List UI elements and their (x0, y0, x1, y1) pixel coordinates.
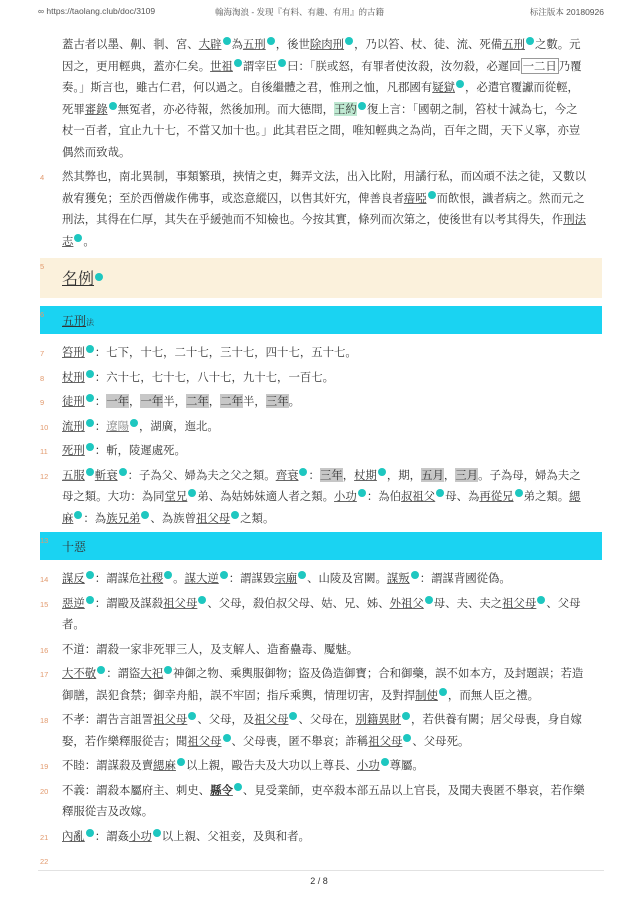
paragraph-number: 7 (40, 349, 45, 358)
annotation-icon[interactable] (86, 394, 94, 402)
term-link[interactable]: 祖父母 (187, 733, 222, 748)
highlighted-name[interactable]: 王約 (334, 101, 357, 116)
term-link[interactable]: 徒刑 (62, 394, 85, 408)
term-link[interactable]: 緦麻 (62, 489, 581, 525)
annotation-icon[interactable] (223, 37, 231, 45)
term-link[interactable]: 五服 (62, 467, 85, 482)
term-link[interactable]: 制使 (415, 687, 438, 702)
text: 然其弊也，南北異制，事類繁瑣，挾情之吏，舞弄文法，出入比附，用譎行私，而凶頑不法之徒，又數以赦宥獲免；至於西僧歲作佛事，或恣意縱囚，以售其奸宄，俾善良者 (62, 169, 586, 205)
term-link[interactable]: 祖父母 (195, 510, 231, 525)
paragraph-number: 12 (40, 471, 49, 481)
annotation-icon[interactable] (515, 489, 523, 497)
term-link[interactable]: 大不敬 (62, 666, 97, 680)
text: ，乃以笞、杖、徒、流、死備 (354, 37, 503, 51)
item-eni: 15 惡逆 ：謂毆及謀殺祖父母 、父母，殺伯叔父母、姑、兄、姊、外祖父 母、夫、夫之祖父母 、父母者。 (40, 595, 581, 631)
annotation-icon[interactable] (456, 80, 464, 88)
item-zhangxing (40, 367, 602, 389)
paragraph-number: 11 (40, 447, 48, 456)
term-link[interactable]: 謀大逆 (184, 571, 219, 585)
annotation-icon[interactable] (177, 758, 185, 766)
place-link[interactable]: 遼陽 (106, 418, 129, 433)
paragraph-number: 8 (40, 373, 45, 383)
source-url[interactable]: ∞ https://taolang.club/doc/3109 (38, 6, 156, 16)
term-link[interactable]: 祖父母 (153, 712, 188, 726)
annotation-icon[interactable] (267, 37, 275, 45)
subsection-heading-shie (40, 532, 602, 560)
highlighted-term: 二年 (186, 394, 209, 408)
annotation-icon[interactable] (298, 571, 306, 579)
boxed-term: 一二日 (522, 58, 557, 73)
term-link[interactable]: 族兄弟 (106, 510, 141, 525)
annotation-icon[interactable] (86, 345, 94, 353)
annotation-icon[interactable] (537, 596, 545, 604)
item-moufan: 14 謀反 ：謂謀危社稷 。謀大逆 ：謂謀毀宗廟 、山陵及宮闕。謀叛 ：謂謀背國從偽。 (40, 568, 602, 590)
highlighted-term: 二年 (220, 394, 243, 408)
annotation-icon[interactable] (223, 734, 231, 742)
annotation-icon[interactable] (164, 571, 172, 579)
paragraph-number: 14 (40, 575, 49, 584)
term-link[interactable]: 惡逆 (62, 595, 85, 610)
annotation-icon[interactable] (234, 59, 242, 67)
term-link[interactable]: 疑獄 (432, 80, 455, 94)
annotation-icon[interactable] (86, 468, 94, 476)
annotation-icon[interactable] (436, 489, 444, 497)
text: 為 (231, 37, 243, 51)
term-link[interactable]: 杖刑 (62, 369, 85, 384)
annotation-icon[interactable] (130, 419, 138, 427)
paragraph-number: 5 (40, 262, 45, 271)
term-link[interactable]: 笞刑 (62, 345, 85, 359)
version-label: 标注版本 20180926 (529, 7, 604, 17)
term-link[interactable]: 別籍異財 (355, 712, 402, 726)
annotation-icon[interactable] (188, 712, 196, 720)
annotation-icon[interactable] (439, 688, 447, 696)
term-link[interactable]: 斬衰 (94, 467, 118, 482)
annotation-icon[interactable] (345, 37, 353, 45)
page-header (0, 0, 638, 22)
annotation-icon[interactable] (97, 666, 105, 674)
term-link[interactable]: 五刑 (242, 37, 266, 51)
term-link[interactable]: 堂兄 (164, 489, 188, 503)
term-link[interactable]: 大祀 (140, 666, 164, 680)
section-heading-mingli (40, 258, 602, 298)
term-link[interactable]: 審錄 (84, 101, 108, 116)
annotation-icon[interactable] (358, 102, 366, 110)
item-buxiao: 18 不孝：謂告言詛詈祖父母 、父母，及祖父母 、父母在，別籍異財 ，若供養有闕；居父母喪，身自嫁娶，若作樂釋服從吉；聞祖父母 、父母喪，匿不舉哀；詐稱祖父母 、父母死。 (40, 712, 582, 748)
paragraph-number: 17 (40, 670, 49, 679)
term-link[interactable]: 宗廟 (274, 571, 298, 585)
text: ：六十七，七十七，八十七，九十七，一百七。 (94, 369, 335, 384)
annotation-icon[interactable] (109, 102, 117, 110)
term-link[interactable]: 五刑 (502, 37, 525, 51)
term-link[interactable]: 大辟 (198, 37, 222, 51)
paragraph-number: 19 (40, 762, 49, 771)
paragraph-4 (40, 166, 602, 252)
footer-divider (38, 870, 604, 871)
annotation-icon[interactable] (425, 596, 433, 604)
text: 。 (83, 233, 95, 248)
item-neiluan: 21 內亂 ：謂姦小功 以上親、父祖妾，及與和者。 (40, 826, 602, 848)
text: 蓋古者以墨、劓、剕、宮、 (62, 37, 199, 51)
paragraph-number: 6 (40, 310, 45, 319)
term-link[interactable]: 祖父母 (502, 595, 537, 610)
term-link[interactable]: 死刑 (62, 443, 85, 457)
annotation-icon[interactable] (188, 489, 196, 497)
term-link[interactable]: 祖父母 (163, 595, 198, 610)
term-link[interactable]: 叔祖父 (401, 489, 436, 503)
paragraph-number: 9 (40, 398, 45, 407)
term-link[interactable]: 世祖 (210, 58, 233, 73)
paragraph-number: 20 (40, 786, 49, 796)
text: ，必遣官覆讞而從輕，死罪 (62, 80, 579, 116)
text: 謂宰臣 (242, 58, 278, 73)
page-indicator: 2 / 8 (310, 876, 328, 886)
highlighted-term: 三年 (265, 394, 289, 408)
term-link[interactable]: 祖父母 (254, 712, 289, 726)
annotation-icon[interactable] (231, 511, 239, 519)
item-buyi: 20 不義：謂殺本屬府主、刺史、縣令 、見受業師，吏卒殺本部五品以上官長，及聞夫喪匿不舉哀，若作樂釋服從吉及改嫁。 (40, 782, 585, 818)
text: 而飲恨，識者病之。然而元之刑法，其得在仁厚，其失在乎緩弛而不知檢也。今按其實，條列而次第之，使後世有以考其得失，作 (62, 190, 585, 226)
annotation-icon[interactable] (381, 758, 389, 766)
annotation-icon[interactable] (234, 783, 242, 791)
document-body (40, 34, 602, 871)
text: 乃覆奏。」斯言也，雖古仁君，何以過之。自後繼體之君，惟刑之恤，凡郡國有 (62, 58, 582, 94)
item-liuxing: 10 流刑 ：遼陽 ，湖廣，迤北。 (40, 416, 602, 438)
text: 之數。元因之，更用輕典，蓋亦仁矣。 (62, 37, 581, 73)
annotation-icon[interactable] (86, 596, 94, 604)
paragraph-number: 4 (40, 173, 45, 182)
term-link[interactable]: 杖期 (354, 467, 377, 482)
annotation-icon[interactable] (278, 59, 286, 67)
annotation-icon[interactable] (141, 511, 149, 519)
section-title[interactable]: 名例 (62, 266, 104, 289)
annotation-icon[interactable] (198, 596, 206, 604)
item-tuxing: 9 徒刑 ：一年，一年半，二年，二年半，三年。 (40, 391, 602, 413)
annotation-icon[interactable] (358, 489, 366, 497)
text: 無冤者，亦必待報，然後加刑。而大德間， (117, 101, 335, 116)
annotation-icon[interactable] (86, 829, 94, 837)
annotation-icon[interactable] (86, 571, 94, 579)
text: 復上言：「國朝之制，笞杖十減為七，今之杖一百者，宜止九十七，不當又加十也。」此其君臣之間，唯知輕典之為尚，百年之間，天下乂寧，亦豈偶然而致哉。 (62, 101, 581, 159)
paragraph-number: 22 (40, 857, 49, 866)
term-link[interactable]: 流刑 (62, 418, 85, 433)
highlighted-term: 三年 (319, 467, 343, 482)
term-link[interactable]: 小功 (128, 828, 152, 843)
term-link[interactable]: 小功 (334, 489, 357, 503)
item-sixing: 11 死刑 ：斬，陵遲處死。 (40, 440, 602, 462)
annotation-icon[interactable] (164, 666, 172, 674)
subsection-heading-wuxing (40, 306, 602, 334)
subsection-title[interactable]: 十惡 (62, 540, 87, 554)
annotation-icon[interactable] (86, 419, 94, 427)
annotation-icon[interactable] (411, 571, 419, 579)
subsection-title[interactable]: 五刑法 (62, 314, 95, 328)
term-link[interactable]: 內亂 (62, 828, 85, 843)
term-link[interactable]: 瘖啞 (403, 190, 427, 205)
term-link[interactable]: 刑法志 (62, 212, 586, 248)
item-wufu: 12 五服 斬衰 ：子為父、婦為夫之父之類。齊衰 ：三年，杖期 ，期，五月，三月。子為母，婦為夫之母之類。大功：為同堂兄 弟、為姑姊妹適人者之類。小功 ：為伯叔祖父 母、為再從兄 弟之類。緦麻 ：為族兄弟 、為族曾祖父母 之類。 (40, 467, 581, 525)
annotation-icon[interactable] (119, 468, 127, 476)
term-link[interactable]: 縣令 (210, 782, 233, 797)
annotation-icon[interactable] (74, 511, 82, 519)
highlighted-term: 三月 (455, 467, 479, 482)
annotation-icon[interactable] (299, 468, 307, 476)
term-link[interactable]: 再從兄 (479, 489, 514, 503)
term-link[interactable]: 祖父母 (368, 733, 403, 748)
site-title: 翰海淘浪 - 发现『有料、有趣、有用』的古籍 (215, 7, 385, 17)
annotation-icon[interactable] (526, 37, 534, 45)
item-chixing (40, 342, 602, 364)
term-link[interactable]: 小功 (356, 758, 380, 772)
text: ：七下，十七，二十七，三十七，四十七，五十七。 (94, 345, 357, 359)
paragraph-22 (40, 850, 602, 868)
highlighted-term: 一年 (106, 394, 129, 408)
term-link[interactable]: 除肉刑 (309, 37, 345, 51)
annotation-icon[interactable] (86, 370, 94, 378)
paragraph-3-continued (40, 34, 602, 163)
term-link[interactable]: 外祖父 (389, 595, 424, 610)
paragraph-number: 10 (40, 422, 49, 432)
annotation-icon[interactable] (220, 571, 228, 579)
text: 曰：「朕或怒，有罪者使汝殺，汝勿殺，必遲回 (287, 58, 521, 73)
term-link[interactable]: 謀叛 (386, 571, 410, 585)
annotation-icon[interactable] (153, 829, 161, 837)
item-bumu: 19 不睦：謂謀殺及賣緦麻 以上親，毆告夫及大功以上尊長、小功 尊屬。 (40, 755, 602, 777)
annotation-icon[interactable] (86, 443, 94, 451)
term-link[interactable]: 社稷 (140, 571, 164, 585)
annotation-icon[interactable] (378, 468, 386, 476)
item-budao (40, 639, 602, 661)
highlighted-term: 一年 (140, 394, 164, 408)
paragraph-number: 18 (40, 716, 49, 725)
item-dabujing: 17 大不敬 ：謂盜大祀 神御之物、乘輿服御物；盜及偽造御寶；合和御藥，誤不如本方，及封題誤；若造御膳，誤犯食禁；御幸舟船，誤不牢固；指斥乘輿，情理切害，及對捍制使 ，而無人臣之禮。 (40, 666, 584, 702)
text: 不道：謂殺一家非死罪三人，及支解人、造畜蠱毒、魘魅。 (62, 641, 359, 656)
annotation-icon[interactable] (403, 734, 411, 742)
annotation-icon[interactable] (74, 234, 82, 242)
term-link[interactable]: 緦麻 (153, 758, 176, 772)
annotation-icon[interactable] (428, 191, 436, 199)
annotation-icon[interactable] (289, 712, 297, 720)
term-link[interactable]: 齊衰 (275, 467, 299, 482)
paragraph-number: 13 (40, 536, 49, 545)
annotation-icon[interactable] (95, 273, 103, 281)
paragraph-number: 15 (40, 599, 49, 609)
text: ，後世 (275, 37, 310, 51)
term-link[interactable]: 謀反 (62, 571, 85, 585)
paragraph-number: 21 (40, 832, 49, 842)
highlighted-term: 五月 (421, 467, 444, 482)
paragraph-number: 16 (40, 645, 49, 655)
annotation-icon[interactable] (402, 712, 410, 720)
